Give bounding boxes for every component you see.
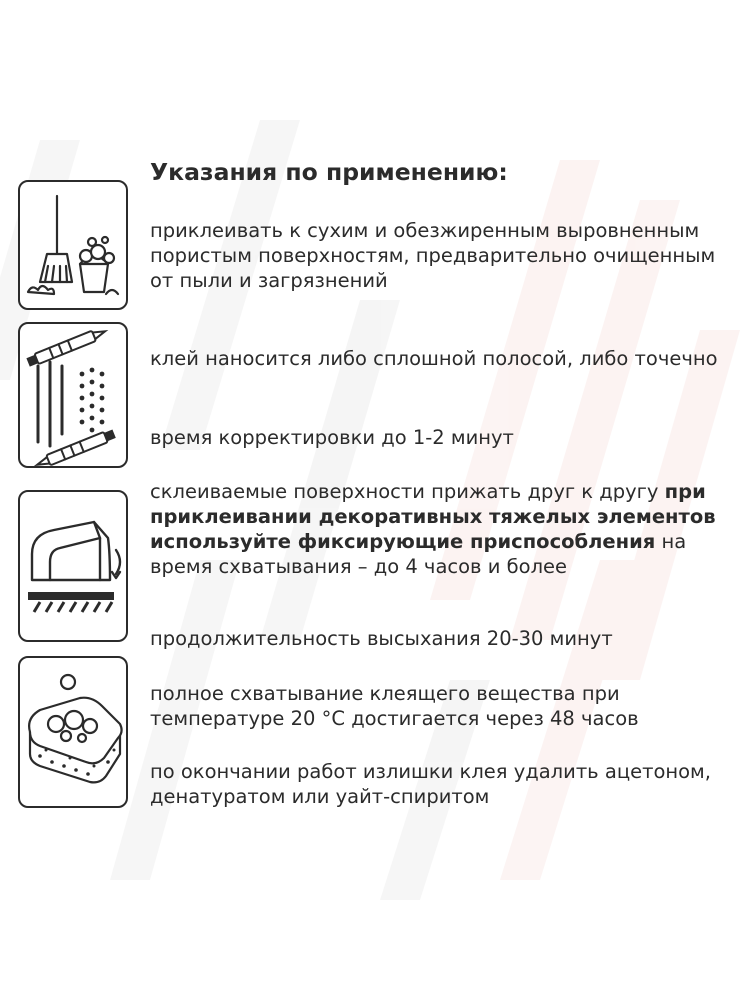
sponge-cleaning-icon-box [18,656,128,808]
glue-application-icon [20,324,126,466]
instruction-surface-prep: приклеивать к сухим и обезжиренным выровненным пористым поверхностям, предварительно очищенным от пыли и загрязнений [150,219,716,292]
instruction-pressing [150,479,730,579]
pressing-text: склеиваемые поверхности прижать друг к другу [150,480,659,503]
instruction-cleanup: по окончании работ излишки клея удалить ацетоном, денатуратом или уайт-спиритом [150,760,711,808]
broom-cleaning-icon [20,182,126,308]
instruction-application-method: клей наносится либо сплошной полосой, либо точечно [150,347,718,370]
instruction-correction-time: время корректировки до 1-2 минут [150,426,514,449]
instruction-drying-time: продолжительность высыхания 20-30 минут [150,627,613,650]
sponge-cleaning-icon [20,658,126,806]
press-fixing-icon-box [18,490,128,642]
instruction-full-cure: полное схватывание клеящего вещества при температуре 20 °C достигается через 48 часов [150,682,639,730]
press-fixing-icon [20,492,126,640]
pressing-warning-bold: при приклеивании декоративных тяжелых элементов используйте фиксирующие приспособления [150,480,716,553]
page-heading: Указания по применению: [150,158,508,186]
pressing-duration: на время схватывания – до 4 часов и более [150,530,687,578]
broom-cleaning-icon-box [18,180,128,310]
glue-application-icon-box [18,322,128,468]
